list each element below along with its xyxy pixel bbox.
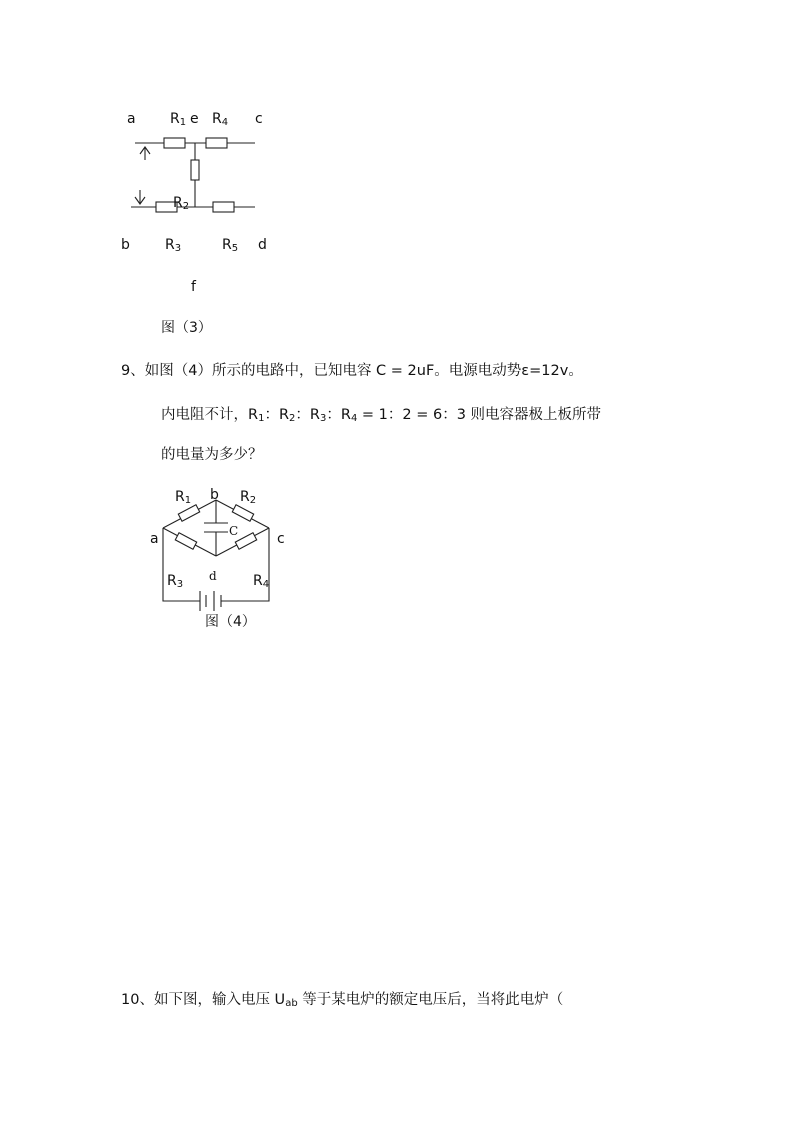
- q10-line-1: 10、如下图，输入电压 $U_{ab}$ 等于某电炉的额定电压后，当将此电炉（: [121, 992, 564, 1009]
- fig3-label-r1: $R_1$: [170, 111, 187, 128]
- q9-line-1: 9、如图（4）所示的电路中，已知电容 C = 2uF。电源电动势ε=12v。: [121, 363, 583, 379]
- fig4-label-capacitor: C: [229, 524, 239, 538]
- fig4-label-c: c: [277, 531, 285, 547]
- fig4-label-a: a: [150, 531, 159, 547]
- fig3-label-e: e: [190, 111, 199, 127]
- resistor-r2: [232, 505, 253, 521]
- fig4-label-r2: $R_2$: [240, 489, 257, 506]
- fig4-label-b: b: [210, 487, 219, 503]
- fig3-label-b: b: [121, 237, 130, 253]
- resistor-r3: [175, 533, 196, 549]
- q9-line-2: 内电阻不计，$R_1$：$R_2$：$R_3$：$R_4 = 1$：2 = 6：3 则电容器极上板所带: [161, 407, 602, 424]
- resistor-r1: [178, 505, 199, 521]
- fig3-label-d: d: [258, 237, 267, 253]
- resistor-r4: [235, 533, 256, 549]
- fig3-label-r2: $R_2$: [173, 195, 190, 212]
- fig4-label-r3: $R_3$: [167, 573, 184, 590]
- fig4-caption: 图（4）: [205, 614, 256, 630]
- fig4-label-d: d: [209, 569, 217, 583]
- fig3-caption: 图（3）: [161, 320, 212, 336]
- fig4-label-r1: $R_1$: [175, 489, 192, 506]
- fig4-label-r4: $R_4$: [253, 573, 270, 590]
- fig3-label-a: a: [127, 111, 136, 127]
- fig3-label-r3: $R_3$: [165, 237, 182, 254]
- fig3-label-r4: $R_4$: [212, 111, 229, 128]
- fig3-label-c: c: [255, 111, 263, 127]
- fig3-label-r5: $R_5$: [222, 237, 239, 254]
- fig3-label-f: f: [191, 279, 196, 295]
- q9-line-3: 的电量为多少？: [161, 447, 263, 463]
